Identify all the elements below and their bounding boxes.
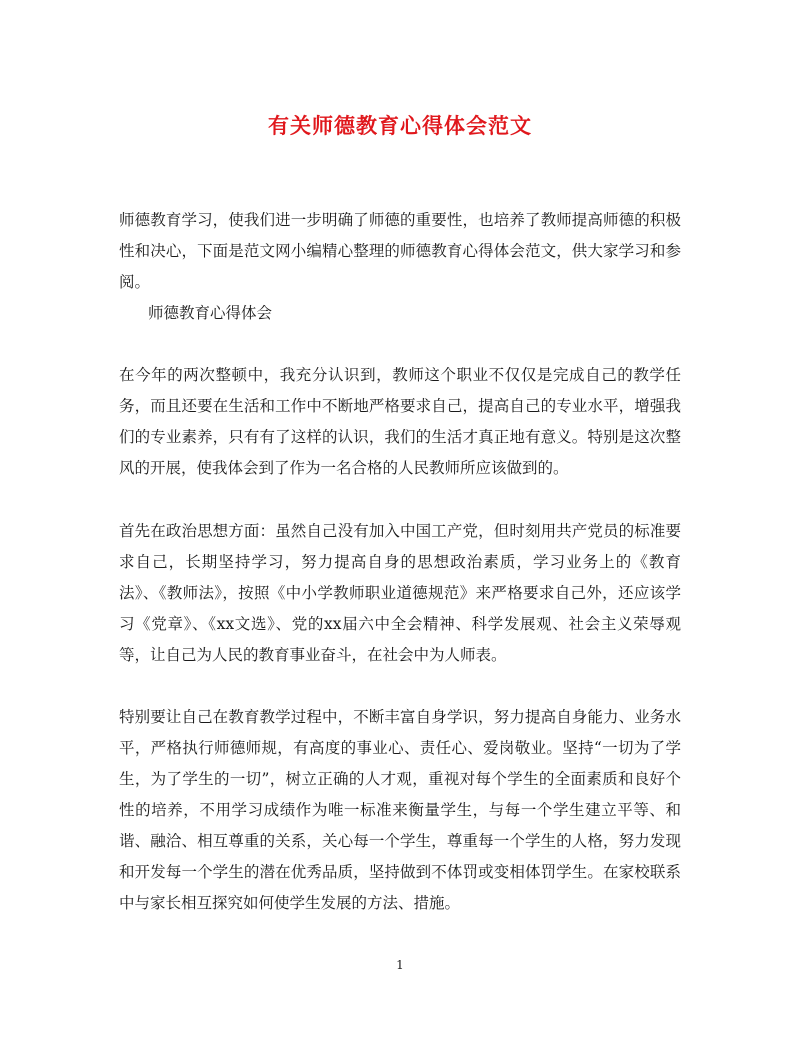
page-number: 1	[396, 958, 404, 972]
section-subtitle: 师德教育心得体会	[148, 304, 273, 322]
document-title: 有关师德教育心得体会范文	[268, 113, 532, 138]
intro-paragraph: 师德教育学习，使我们进一步明确了师德的重要性，也培养了教师提高师德的积极性和决心，下面是范文网小编精心整理的师德教育心得体会范文，供大家学习和参阅。	[119, 211, 681, 291]
body-paragraph-3: 特别要让自己在教育教学过程中，不断丰富自身学识，努力提高自身能力、业务水平，严格执行师德师规，有高度的事业心、责任心、爱岗敬业。坚持“一切为了学生，为了学生的一切”，树立正确的人才观，重视对每个学生的全面素质和良好个性的培养，不用学习成绩作为唯一标准来衡量学生，与每一个学生建立平等、和谐、融洽、相互尊重的关系，关心每一个学生，尊重每一个学生的人格，努力发现和开发每一个学生的潜在优秀品质，坚持做到不体罚或变相体罚学生。在家校联系中与家长相互探究如何使学生发展的方法、措施。	[119, 708, 681, 912]
body-paragraph-1: 在今年的两次整顿中，我充分认识到，教师这个职业不仅仅是完成自己的教学任务，而且还要在生活和工作中不断地严格要求自己，提高自己的专业水平，增强我们的专业素养，只有有了这样的认识，我们的生活才真正地有意义。特别是这次整风的开展，使我体会到了作为一名合格的人民教师所应该做到的。	[119, 366, 681, 477]
body-paragraph-2: 首先在政治思想方面：虽然自己没有加入中国工产党，但时刻用共产党员的标准要求自己，长期坚持学习，努力提高自身的思想政治素质，学习业务上的《教育法》、《教师法》，按照《中小学教师职业道德规范》来严格要求自己外，还应该学习《党章》、《xx文选》、党的xx届六中全会精神、科学发展观、社会主义荣辱观等，让自己为人民的教育事业奋斗，在社会中为人师表。	[119, 522, 681, 664]
